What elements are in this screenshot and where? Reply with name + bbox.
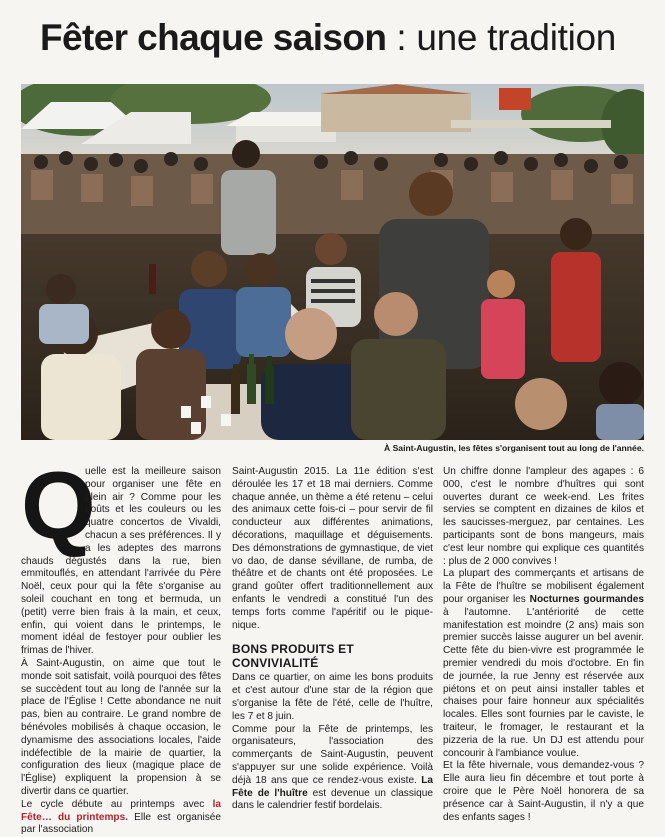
text-run: est devenue un classique dans le calendrier festif bordelais.	[232, 787, 433, 812]
paragraph: Saint-Augustin 2015. La 11e édition s'est déroulée les 17 et 18 mai derniers. Comme chaque année, un thème a été retenu – celui des animaux cette fois-ci – pour servir de fil conducteur aux différentes animations, décorations, maquillage et déguisements. Des démonstrations de gymnastique, de viet vo dao, de danse sévillane, de rumba, de théâtre et de chants ont été proposées. Le grand goûter offert traditionnellement aux enfants le vendredi a constitué l'un des temps forts comme l'apéritif ou le pique-nique.	[232, 466, 433, 631]
paragraph: Dans ce quartier, on aime les bons produits et c'est autour d'une star de la région que s'organise la fête de l'été, celle de l'huître, les 7 et 8 juin.	[232, 672, 433, 722]
festival-crowd-image	[21, 84, 644, 440]
text-run: Le cycle débute au printemps avec	[21, 798, 213, 810]
section-heading-line-1: BONS PRODUITS ET	[232, 642, 354, 657]
paragraph	[443, 568, 644, 760]
drop-cap: Q	[21, 452, 96, 559]
paragraph	[232, 724, 433, 814]
text-run: Elle est organisée par l'association	[21, 811, 221, 836]
title-light: : une tradition	[386, 17, 617, 58]
highlight-bold: Nocturnes gourmandes	[529, 593, 644, 605]
article-column-3	[443, 466, 644, 824]
text-run: à l'automne. L'antériorité de cette manifestation est moindre (2 ans) mais son premier succès laisse augurer un bel avenir. Cette fête du bien-vivre est programmée le premier vendredi du mois d'octobre. En fin de journée, la rue Jenny est réservée aux piétons et on peut ainsi installer tables et chaises pour faire honneur aux spécialités locales. Elles sont fournies par le caviste, le traiteur, le fromager, le restaurant et la pizzeria de la rue. Un DJ est attendu pour concourir à l'ambiance voulue.	[443, 606, 644, 759]
text-run: Comme pour la Fête de printemps, les organisateurs, l'association des commerçants de Saint-Augustin, peuvent s'appuyer sur une solide expérience. Voilà déjà 18 ans que ce rendez-vous existe.	[232, 723, 433, 786]
paragraph: Un chiffre donne l'ampleur des agapes : 6 000, c'est le nombre d'huîtres qui sont ouvertes durant ce week-end. Les frites servies se comptent en dizaines de kilos et les saucisses-merguez, par centaines. Les participants sont de bons mangeurs, mais c'est leur nombre qui explique ces quantités : plus de 2 000 convives !	[443, 466, 644, 567]
article-column-1	[21, 452, 221, 837]
highlight-bold: La Fête de l'huître	[232, 774, 433, 799]
paragraph: uelle est la meilleure saison pour organiser une fête en plein air ? Comme pour les goûts et les couleurs ou les quatre concertos de Vivaldi, chacun a ses préférences. Il y a les adeptes des marrons chauds dégustés dans la rue, bien emmitouflés, en attendant l'arrivée du Père Noël, ceux pour qui la fête s'organise au soleil couchant en tong et bermuda, un (petit) verre bien frais à la main, et ceux, enfin, qui voient dans le printemps, le moment idéal de festoyer pour oublier les frimas de l'hiver.	[21, 466, 221, 657]
section-heading-line-2: CONVIVIALITÉ	[232, 655, 319, 670]
paragraph: Et la fête hivernale, vous demandez-vous ? Elle aura lieu fin décembre et tout porte à croire que le Père Noël honorera de sa présence car à Saint-Augustin, il n'y a que des enfants sages !	[443, 760, 644, 823]
paragraph: À Saint-Augustin, on aime que tout le monde soit satisfait, voilà pourquoi des fêtes se succèdent tout au long de l'année sur la place de l'Église ! Cette abondance ne nuit pas, bien au contraire. Le grand nombre de bénévoles mobilisés à chaque occasion, le dynamisme des associations locales, l'aide indéfectible de la mairie de quartier, la configuration des lieux (magique place de l'Église) expliquent la propension à se divertir dans ce quartier.	[21, 657, 221, 797]
section-heading	[232, 643, 433, 670]
festival-photo	[21, 84, 644, 440]
page-title	[40, 16, 640, 60]
highlight-red: la Fête… du printemps.	[21, 798, 221, 823]
article-column-2	[232, 466, 433, 813]
photo-caption: À Saint-Augustin, les fêtes s'organisent tout au long de l'année.	[383, 443, 644, 453]
text-run: La plupart des commerçants et artisans de la Fête de l'huître se mobilisent également pour organiser les	[443, 568, 644, 605]
title-bold: Fêter chaque saison	[40, 17, 387, 58]
